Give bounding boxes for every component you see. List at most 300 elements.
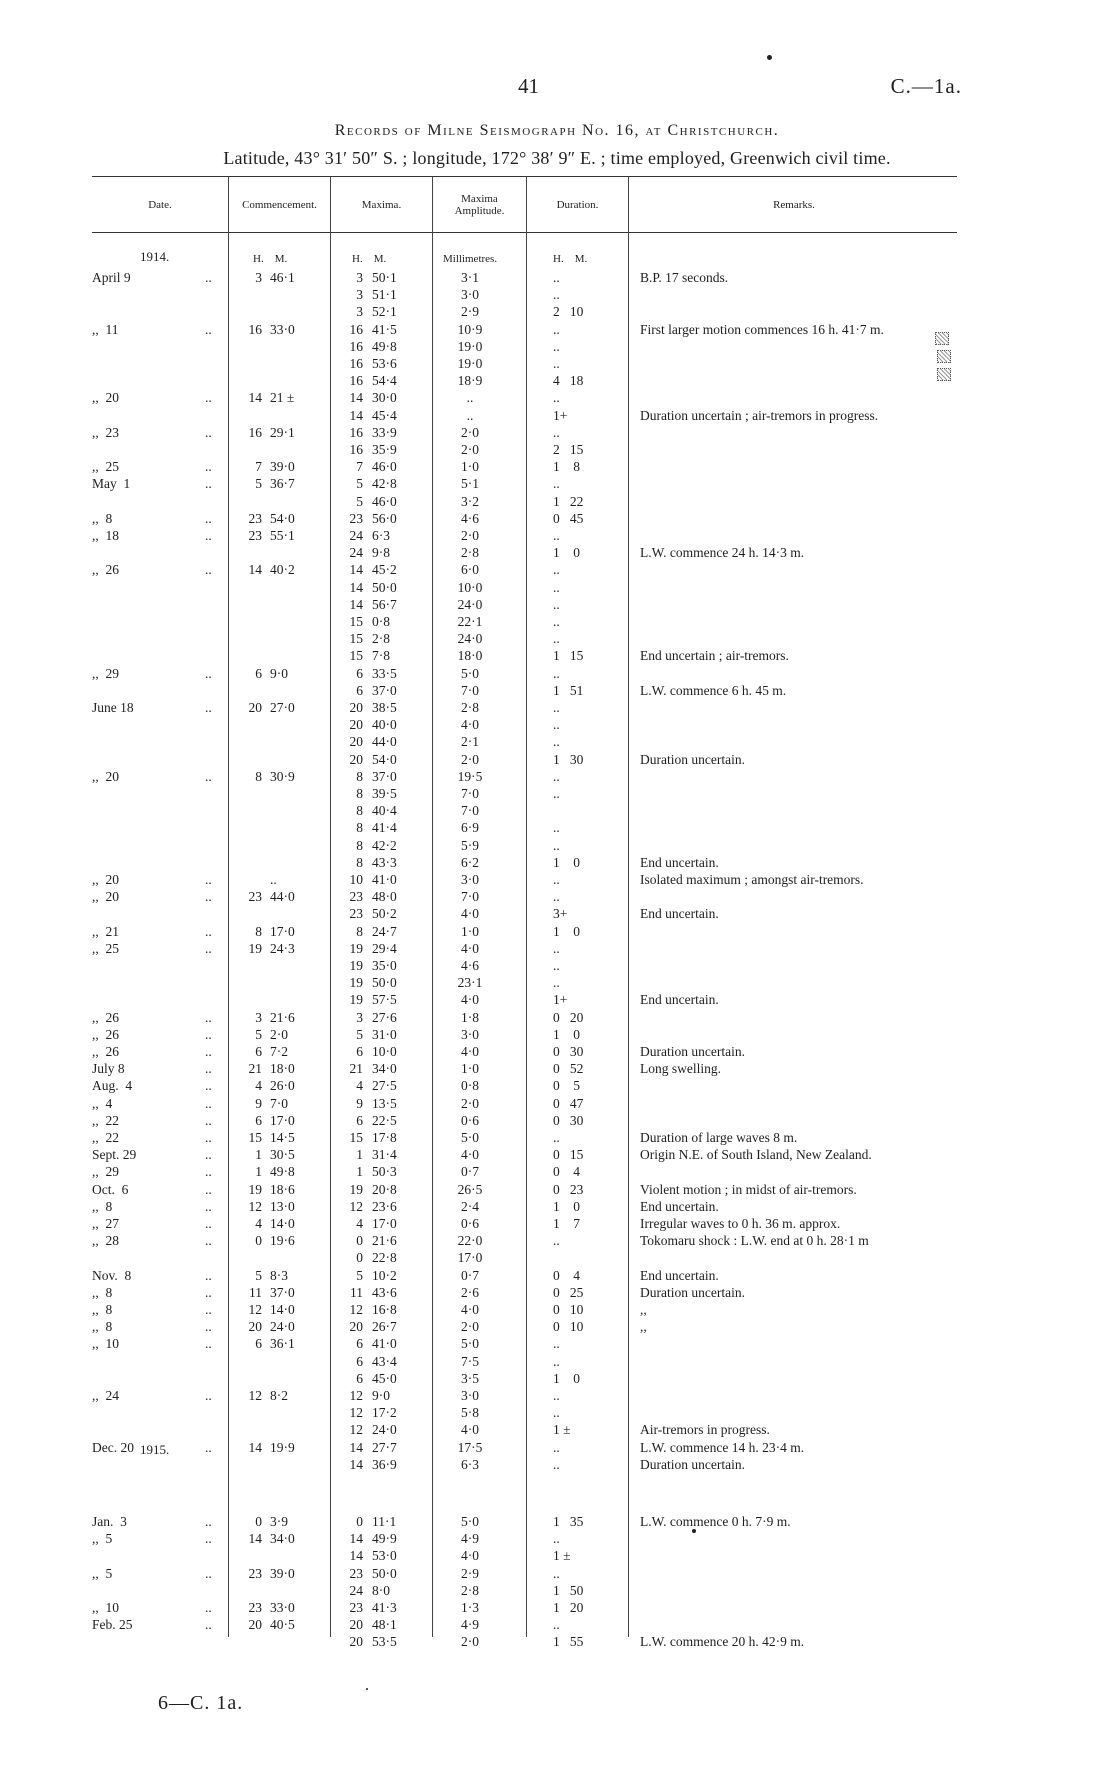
leader-dots: ..	[205, 459, 212, 475]
remarks-cell: Isolated maximum ; amongst air-tremors.	[640, 872, 864, 887]
amplitude-cell: ..	[466, 407, 474, 423]
commencement-minutes: 17·0	[270, 1112, 295, 1128]
leader-dots: ..	[205, 1267, 212, 1283]
maxima-minutes: 41·0	[372, 1336, 397, 1352]
maxima-minutes: 2·8	[372, 631, 390, 647]
maxima-hours: 14	[349, 407, 363, 423]
maxima-hours: 8	[356, 854, 363, 870]
remarks-cell: B.P. 17 seconds.	[640, 270, 729, 285]
commencement-minutes: 19·9	[270, 1439, 295, 1455]
commencement-hours: 1	[255, 1147, 262, 1163]
remarks-cell: L.W. commence 24 h. 14·3 m.	[640, 545, 805, 561]
leader-dots: ..	[205, 1198, 212, 1214]
table-row	[0, 1112, 1114, 1129]
maxima-hours: 20	[349, 700, 363, 715]
leader-dots: ..	[205, 270, 212, 285]
amplitude-cell: 4·0	[461, 1044, 479, 1059]
table-row	[0, 733, 1114, 750]
commencement-hours: 15	[248, 1130, 262, 1145]
maxima-hours: 0	[356, 1233, 363, 1249]
maxima-minutes: 17·8	[372, 1130, 397, 1145]
maxima-minutes: 45·4	[372, 407, 397, 423]
commencement-minutes: 33·0	[270, 1600, 295, 1615]
duration-cell: 1 0	[553, 1026, 580, 1042]
amplitude-cell: 6·3	[461, 1456, 479, 1472]
maxima-hours: 23	[349, 889, 363, 905]
amplitude-cell: 3·0	[461, 1388, 479, 1403]
duration-cell: 0 4	[553, 1164, 580, 1180]
maxima-hours: 19	[349, 975, 363, 991]
duration-cell: 0 52	[553, 1061, 584, 1077]
date-cell: ,, 8	[92, 1284, 113, 1300]
duration-cell: 1 22	[553, 493, 584, 509]
amplitude-cell: 7·0	[461, 786, 479, 801]
table-row	[0, 1370, 1114, 1387]
maxima-hours: 14	[349, 1531, 363, 1547]
duration-cell: ..	[553, 958, 560, 973]
maxima-minutes: 17·2	[372, 1405, 397, 1421]
remarks-cell: Tokomaru shock : L.W. end at 0 h. 28·1 m	[640, 1233, 869, 1249]
table-row	[0, 372, 1114, 389]
commencement-minutes: 8·3	[270, 1267, 288, 1283]
commencement-hours: 23	[248, 528, 262, 543]
date-cell: ,, 8	[92, 510, 113, 526]
date-cell: ,, 18	[92, 528, 119, 543]
table-row	[0, 544, 1114, 561]
commencement-minutes: 54·0	[270, 510, 295, 526]
maxima-hours: 8	[356, 803, 363, 819]
amplitude-cell: 18·0	[457, 648, 483, 664]
table-row	[0, 1335, 1114, 1352]
commencement-hours: 4	[255, 1078, 262, 1094]
maxima-hours: 14	[349, 579, 363, 595]
commencement-hours: 6	[255, 1112, 262, 1128]
date-cell: Aug. 4	[92, 1078, 133, 1094]
amplitude-cell: 2·0	[461, 442, 479, 457]
header-commencement: Commencement.	[242, 199, 317, 211]
commencement-hours: 9	[255, 1095, 262, 1111]
table-row	[0, 665, 1114, 682]
table-row	[0, 957, 1114, 974]
amplitude-cell: 2·9	[461, 304, 479, 320]
maxima-hours: 15	[349, 631, 363, 647]
maxima-hours: 16	[349, 442, 363, 457]
maxima-hours: 8	[356, 837, 363, 853]
duration-cell: ..	[553, 321, 560, 337]
maxima-minutes: 50·3	[372, 1164, 397, 1180]
maxima-minutes: 35·0	[372, 958, 397, 973]
amplitude-cell: 1·3	[461, 1600, 479, 1615]
maxima-minutes: 43·4	[372, 1353, 397, 1369]
date-cell: ,, 22	[92, 1130, 119, 1145]
duration-cell: ..	[553, 1565, 560, 1581]
leader-dots: ..	[205, 1009, 212, 1025]
maxima-hours: 6	[356, 1044, 363, 1059]
commencement-hours: 19	[248, 940, 262, 956]
leader-dots: ..	[205, 1439, 212, 1455]
amplitude-cell: 4·0	[461, 992, 479, 1008]
table-row	[0, 1043, 1114, 1060]
leader-dots: ..	[205, 1112, 212, 1128]
table-row	[0, 1616, 1114, 1633]
amplitude-cell: 5·0	[461, 1130, 479, 1145]
maxima-minutes: 57·5	[372, 992, 397, 1008]
maxima-minutes: 44·0	[372, 734, 397, 750]
commencement-hours: 23	[248, 1565, 262, 1581]
remarks-cell: First larger motion commences 16 h. 41·7 m.	[640, 321, 884, 337]
maxima-hours: 8	[356, 923, 363, 939]
maxima-minutes: 20·8	[372, 1181, 397, 1197]
duration-cell: 0 10	[553, 1302, 584, 1317]
duration-cell: ..	[553, 424, 560, 440]
date-cell: ,, 20	[92, 390, 119, 406]
units-commencement: H. M.	[253, 253, 288, 265]
duration-cell: 0 23	[553, 1181, 584, 1197]
remarks-cell: Duration uncertain.	[640, 1456, 745, 1472]
maxima-minutes: 38·5	[372, 700, 397, 715]
date-cell: ,, 20	[92, 872, 119, 887]
remarks-cell: ,,	[640, 1302, 647, 1317]
duration-cell: ..	[553, 665, 560, 681]
table-row	[0, 1439, 1114, 1456]
maxima-hours: 1	[356, 1147, 363, 1163]
leader-dots: ..	[205, 1600, 212, 1615]
table-row	[0, 1284, 1114, 1301]
maxima-minutes: 23·6	[372, 1198, 397, 1214]
maxima-minutes: 50·1	[372, 270, 397, 285]
maxima-minutes: 40·0	[372, 717, 397, 733]
table-row	[0, 1582, 1114, 1599]
duration-cell: 1 20	[553, 1600, 584, 1615]
date-cell: Oct. 6	[92, 1181, 129, 1197]
duration-cell: 1 30	[553, 751, 584, 767]
amplitude-cell: 26·5	[457, 1181, 483, 1197]
table-row	[0, 802, 1114, 819]
table-row	[0, 493, 1114, 510]
document-title: Records of Milne Seismograph No. 16, at Christchurch.	[334, 122, 780, 139]
amplitude-cell: 5·0	[461, 665, 479, 681]
maxima-minutes: 53·0	[372, 1548, 397, 1564]
amplitude-cell: 18·9	[457, 373, 483, 389]
table-row	[0, 819, 1114, 836]
maxima-hours: 3	[356, 1009, 363, 1025]
amplitude-cell: 22·1	[457, 614, 483, 629]
date-cell: ,, 27	[92, 1216, 119, 1231]
maxima-hours: 15	[349, 614, 363, 629]
commencement-minutes: 39·0	[270, 1565, 295, 1581]
amplitude-cell: ..	[466, 390, 474, 406]
duration-cell: ..	[553, 596, 560, 612]
ink-dot	[366, 1688, 368, 1690]
document-subtitle: Latitude, 43° 31′ 50″ S. ; longitude, 172° 38′ 9″ E. ; time employed, Greenwich civil time.	[223, 148, 891, 168]
maxima-hours: 20	[349, 734, 363, 750]
maxima-minutes: 49·9	[372, 1531, 397, 1547]
maxima-hours: 6	[356, 1336, 363, 1352]
maxima-hours: 1	[356, 1164, 363, 1180]
maxima-minutes: 56·0	[372, 510, 397, 526]
table-row	[0, 1267, 1114, 1284]
commencement-hours: 21	[248, 1061, 262, 1077]
ink-dot	[692, 1529, 696, 1533]
duration-cell: ..	[553, 717, 560, 733]
maxima-minutes: 54·0	[372, 751, 397, 767]
maxima-hours: 23	[349, 510, 363, 526]
remarks-cell: Violent motion ; in midst of air-tremors.	[640, 1181, 857, 1197]
remarks-cell: Duration uncertain.	[640, 1044, 745, 1059]
leader-dots: ..	[205, 1302, 212, 1317]
commencement-hours: 6	[255, 665, 262, 681]
amplitude-cell: 10·9	[457, 321, 483, 337]
commencement-minutes: 24·0	[270, 1319, 295, 1335]
maxima-minutes: 43·3	[372, 854, 397, 870]
date-cell: ,, 26	[92, 1009, 119, 1025]
maxima-minutes: 54·4	[372, 373, 397, 389]
commencement-hours: 4	[255, 1216, 262, 1231]
maxima-hours: 24	[349, 1582, 363, 1598]
duration-cell: 0 30	[553, 1044, 584, 1059]
date-cell: Jan. 3	[92, 1514, 127, 1529]
leader-dots: ..	[205, 768, 212, 784]
amplitude-cell: 4·9	[461, 1617, 479, 1633]
year-label: 1915.	[140, 1442, 170, 1457]
duration-cell: 0 25	[553, 1284, 584, 1300]
remarks-cell: End uncertain.	[640, 854, 719, 870]
leader-dots: ..	[205, 1044, 212, 1059]
table-row	[0, 1404, 1114, 1421]
maxima-hours: 23	[349, 1565, 363, 1581]
leader-dots: ..	[205, 1095, 212, 1111]
table-row	[0, 837, 1114, 854]
date-cell: ,, 25	[92, 459, 119, 475]
amplitude-cell: 2·9	[461, 1565, 479, 1581]
commencement-hours: 20	[248, 700, 262, 715]
date-cell: ,, 23	[92, 424, 119, 440]
commencement-hours: 16	[248, 424, 262, 440]
maxima-hours: 0	[356, 1250, 363, 1266]
maxima-minutes: 45·2	[372, 562, 397, 578]
date-cell: ,, 5	[92, 1531, 113, 1547]
amplitude-cell: 4·0	[461, 940, 479, 956]
commencement-minutes: 27·0	[270, 700, 295, 715]
units-duration: H. M.	[553, 253, 588, 265]
duration-cell: ..	[553, 1388, 560, 1403]
table-row	[0, 338, 1114, 355]
table-row	[0, 974, 1114, 991]
maxima-hours: 19	[349, 958, 363, 973]
ink-dot	[767, 55, 772, 60]
maxima-minutes: 17·0	[372, 1216, 397, 1231]
amplitude-cell: 19·0	[457, 338, 483, 354]
amplitude-cell: 19·0	[457, 356, 483, 371]
maxima-minutes: 37·0	[372, 768, 397, 784]
duration-cell: 4 18	[553, 373, 584, 389]
amplitude-cell: 22·0	[457, 1233, 483, 1249]
amplitude-cell: 2·1	[461, 734, 479, 750]
maxima-minutes: 42·8	[372, 476, 397, 492]
amplitude-cell: 7·5	[461, 1353, 479, 1369]
remarks-cell: L.W. commence 20 h. 42·9 m.	[640, 1634, 805, 1650]
duration-cell: ..	[553, 1353, 560, 1369]
maxima-hours: 8	[356, 820, 363, 836]
maxima-minutes: 16·8	[372, 1302, 397, 1317]
date-cell: Dec. 20	[92, 1439, 134, 1455]
remarks-cell: Duration of large waves 8 m.	[640, 1130, 798, 1145]
table-row	[0, 561, 1114, 578]
maxima-minutes: 22·8	[372, 1250, 397, 1266]
duration-cell: ..	[553, 562, 560, 578]
maxima-minutes: 22·5	[372, 1112, 397, 1128]
duration-cell: ..	[553, 940, 560, 956]
table-row	[0, 596, 1114, 613]
leader-dots: ..	[205, 1216, 212, 1231]
header-date: Date.	[148, 199, 172, 211]
amplitude-cell: 19·5	[457, 768, 483, 784]
table-row	[0, 389, 1114, 406]
amplitude-cell: 4·0	[461, 1147, 479, 1163]
table-row	[0, 1456, 1114, 1473]
commencement-minutes: 46·1	[270, 270, 295, 285]
amplitude-cell: 5·0	[461, 1336, 479, 1352]
amplitude-cell: 0·6	[461, 1216, 479, 1231]
duration-cell: 3+	[553, 906, 568, 922]
maxima-hours: 16	[349, 424, 363, 440]
table-row	[0, 579, 1114, 596]
maxima-hours: 6	[356, 665, 363, 681]
duration-cell: 1 15	[553, 648, 584, 664]
maxima-hours: 19	[349, 1181, 363, 1197]
table-row	[0, 1633, 1114, 1650]
amplitude-cell: 0·8	[461, 1078, 479, 1094]
date-cell: April 9	[92, 270, 131, 285]
duration-cell: ..	[553, 614, 560, 629]
table-row	[0, 1599, 1114, 1616]
date-cell: ,, 5	[92, 1565, 113, 1581]
duration-cell: 1+	[553, 992, 568, 1008]
duration-cell: ..	[553, 889, 560, 905]
table-row	[0, 303, 1114, 320]
maxima-minutes: 35·9	[372, 442, 397, 457]
amplitude-cell: 4·9	[461, 1531, 479, 1547]
commencement-hours: 12	[248, 1302, 262, 1317]
maxima-minutes: 10·2	[372, 1267, 397, 1283]
maxima-hours: 16	[349, 321, 363, 337]
remarks-cell: Duration uncertain.	[640, 751, 745, 767]
duration-cell: ..	[553, 1439, 560, 1455]
amplitude-cell: 7·0	[461, 803, 479, 819]
maxima-minutes: 39·5	[372, 786, 397, 801]
commencement-hours: 20	[248, 1319, 262, 1335]
maxima-minutes: 46·0	[372, 459, 397, 475]
maxima-minutes: 51·1	[372, 287, 397, 303]
year-label: 1914.	[140, 249, 170, 264]
maxima-hours: 4	[356, 1078, 363, 1094]
commencement-hours: 8	[255, 923, 262, 939]
remarks-cell: End uncertain ; air-tremors.	[640, 648, 789, 664]
table-row	[0, 1198, 1114, 1215]
duration-cell: 1 55	[553, 1634, 584, 1650]
maxima-minutes: 50·0	[372, 975, 397, 991]
amplitude-cell: 3·0	[461, 872, 479, 887]
table-row	[0, 458, 1114, 475]
duration-cell: ..	[553, 390, 560, 406]
maxima-hours: 12	[349, 1422, 363, 1438]
commencement-minutes: 40·5	[270, 1617, 295, 1633]
maxima-minutes: 27·5	[372, 1078, 397, 1094]
date-cell: Feb. 25	[92, 1617, 133, 1633]
duration-cell: ..	[553, 700, 560, 715]
commencement-minutes: 33·0	[270, 321, 295, 337]
commencement-minutes: 34·0	[270, 1531, 295, 1547]
amplitude-cell: 1·0	[461, 1061, 479, 1077]
table-row	[0, 1129, 1114, 1146]
table-row	[0, 1318, 1114, 1335]
table-row	[0, 1513, 1114, 1530]
table-row	[0, 613, 1114, 630]
maxima-minutes: 7·8	[372, 648, 390, 664]
table-row	[0, 1232, 1114, 1249]
commencement-minutes: 13·0	[270, 1198, 295, 1214]
commencement-hours: 14	[248, 562, 262, 578]
page-number: 41	[518, 74, 539, 98]
commencement-hours: 19	[248, 1181, 262, 1197]
maxima-minutes: 26·7	[372, 1319, 397, 1335]
duration-cell: ..	[553, 1336, 560, 1352]
duration-cell: 1 ±	[553, 1422, 571, 1438]
table-row	[0, 321, 1114, 338]
commencement-minutes: 19·6	[270, 1233, 295, 1249]
duration-cell: ..	[553, 1456, 560, 1472]
commencement-minutes: 30·9	[270, 768, 295, 784]
leader-dots: ..	[205, 1147, 212, 1163]
remarks-cell: L.W. commence 6 h. 45 m.	[640, 682, 787, 698]
maxima-hours: 10	[349, 872, 363, 887]
maxima-minutes: 56·7	[372, 596, 397, 612]
duration-cell: 1 ±	[553, 1548, 571, 1564]
date-cell: ,, 20	[92, 768, 119, 784]
header-amplitude-line1: Maxima	[461, 193, 498, 205]
amplitude-cell: 2·0	[461, 1095, 479, 1111]
commencement-hours: 11	[249, 1284, 262, 1300]
maxima-hours: 24	[349, 528, 363, 543]
maxima-hours: 21	[349, 1061, 363, 1077]
commencement-minutes: 7·2	[270, 1044, 288, 1059]
date-cell: July 8	[92, 1061, 125, 1077]
amplitude-cell: 1·0	[461, 459, 479, 475]
maxima-hours: 14	[349, 390, 363, 406]
maxima-minutes: 41·0	[372, 872, 397, 887]
amplitude-cell: 3·0	[461, 1026, 479, 1042]
amplitude-cell: 2·0	[461, 1634, 479, 1650]
maxima-hours: 12	[349, 1388, 363, 1403]
amplitude-cell: 0·7	[461, 1164, 479, 1180]
table-row	[0, 923, 1114, 940]
amplitude-cell: 6·0	[461, 562, 479, 578]
maxima-minutes: 10·0	[372, 1044, 397, 1059]
amplitude-cell: 5·8	[461, 1405, 479, 1421]
amplitude-cell: 2·8	[461, 1582, 479, 1598]
commencement-minutes: 26·0	[270, 1078, 295, 1094]
table-row	[0, 647, 1114, 664]
leader-dots: ..	[205, 1284, 212, 1300]
date-cell: ,, 8	[92, 1319, 113, 1335]
duration-cell: 0 20	[553, 1009, 584, 1025]
maxima-hours: 12	[349, 1405, 363, 1421]
leader-dots: ..	[205, 1061, 212, 1077]
remarks-cell: ,,	[640, 1319, 647, 1335]
remarks-cell: End uncertain.	[640, 1198, 719, 1214]
amplitude-cell: 5·0	[461, 1514, 479, 1529]
duration-cell: ..	[553, 820, 560, 836]
